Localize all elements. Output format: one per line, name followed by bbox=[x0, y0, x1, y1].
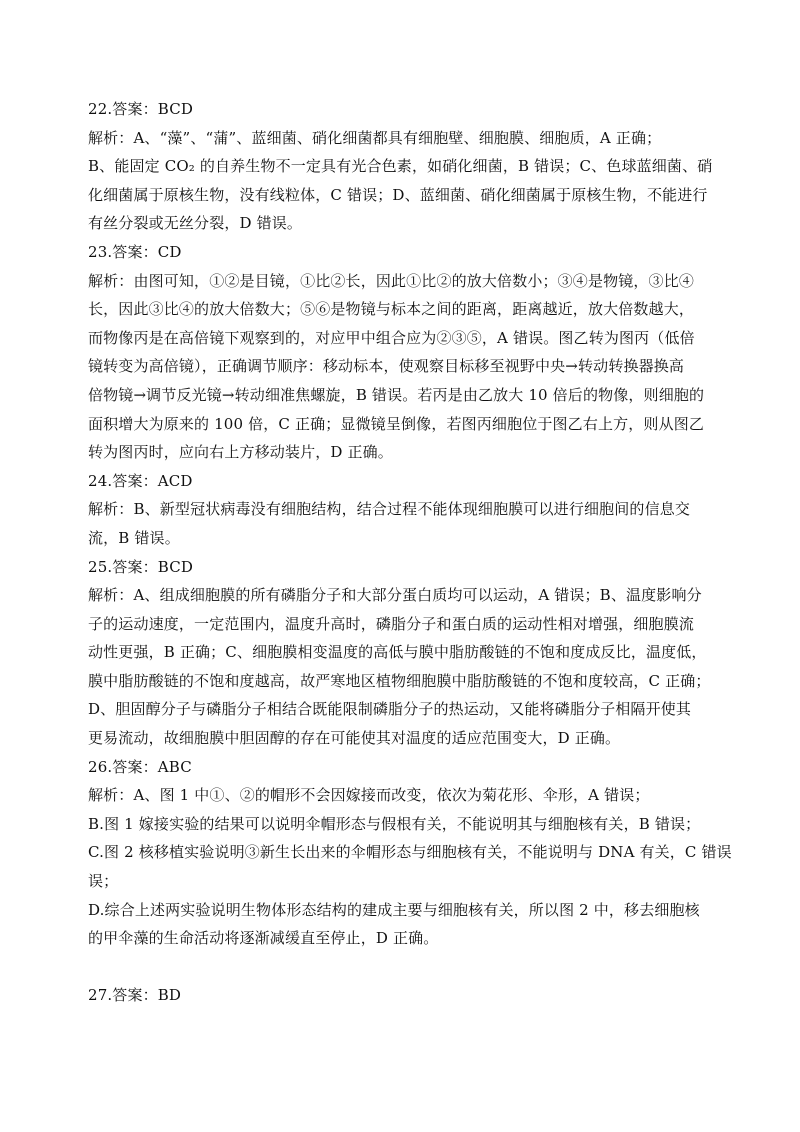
answer-22-line-3: 化细菌属于原核生物，没有线粒体，C 错误；D、蓝细菌、硝化细菌属于原核生物，不能进行 bbox=[88, 185, 708, 204]
answer-25-line-6: 更易流动，故细胞膜中胆固醇的存在可能使其对温度的适应范围变大，D 正确。 bbox=[88, 729, 621, 748]
answer-26-line-6: 的甲伞藻的生命活动将逐渐减缓直至停止，D 正确。 bbox=[88, 929, 439, 948]
answer-23-line-4: 镜转变为高倍镜），正确调节顺序：移动标本，使观察目标移至视野中央→转动转换器换高 bbox=[88, 357, 685, 376]
answer-23-heading: 23.答案：CD bbox=[88, 242, 182, 261]
answer-25-line-4: 膜中脂肪酸链的不饱和度越高，故严寒地区植物细胞膜中脂肪酸链的不饱和度较高，C 正确； bbox=[88, 671, 711, 690]
answer-24-heading: 24.答案：ACD bbox=[88, 471, 193, 490]
answer-26-line-5: D.综合上述两实验说明生物体形态结构的建成主要与细胞核有关，所以图 2 中，移去细胞核 bbox=[88, 900, 700, 919]
answer-22-heading: 22.答案：BCD bbox=[88, 100, 194, 118]
answer-22-line-4: 有丝分裂或无丝分裂，D 错误。 bbox=[88, 214, 303, 233]
answer-25-line-5: D、胆固醇分子与磷脂分子相结合既能限制磷脂分子的热运动，又能将磷脂分子相隔开使其 bbox=[88, 700, 692, 719]
answer-26-line-4: 误； bbox=[88, 872, 119, 891]
answer-25 bbox=[88, 553, 728, 753]
answer-24-line-1: 解析：B、新型冠状病毒没有细胞结构，结合过程不能体现细胞膜可以进行细胞间的信息交 bbox=[88, 500, 691, 519]
answer-22 bbox=[88, 95, 728, 238]
answer-23-line-3: 而物像丙是在高倍镜下观察到的，对应甲中组合应为②③⑤，A 错误。图乙转为图丙（低倍 bbox=[88, 328, 695, 347]
answer-25-heading: 25.答案：BCD bbox=[88, 557, 194, 576]
answer-26-heading: 26.答案：ABC bbox=[88, 757, 192, 776]
answer-23-line-1: 解析：由图可知，①②是目镜，①比②长，因此①比②的放大倍数小；③④是物镜，③比④ bbox=[88, 271, 695, 290]
answer-23-line-2: 长，因此③比④的放大倍数大；⑤⑥是物镜与标本之间的距离，距离越近，放大倍数越大， bbox=[88, 300, 695, 319]
answer-24-line-2: 流，B 错误。 bbox=[88, 528, 180, 547]
answer-22-line-1: 解析：A、“藻”、“蒲”、蓝细菌、硝化细菌都具有细胞壁、细胞膜、细胞质，A 正确； bbox=[88, 128, 662, 147]
answer-25-line-2: 子的运动速度，一定范围内，温度升高时，磷脂分子和蛋白质的运动性相对增强，细胞膜流 bbox=[88, 614, 695, 633]
answer-26-line-2: B.图 1 嫁接实验的结果可以说明伞帽形态与假根有关，不能说明其与细胞核有关，B 错误； bbox=[88, 814, 701, 833]
answer-26 bbox=[88, 753, 732, 953]
answer-24 bbox=[88, 467, 728, 553]
answer-23-line-5: 倍物镜→调节反光镜→转动细准焦螺旋，B 错误。若丙是由乙放大 10 倍后的物像，则细胞的 bbox=[88, 385, 705, 404]
answer-23-line-6: 面积增大为原来的 100 倍，C 正确；显微镜呈倒像，若图丙细胞位于图乙右上方，则从图乙 bbox=[88, 414, 705, 433]
answer-25-line-3: 动性更强，B 正确；C、细胞膜相变温度的高低与膜中脂肪酸链的不饱和度成反比，温度低， bbox=[88, 643, 707, 662]
answer-26-line-1: 解析：A、图 1 中①、②的帽形不会因嫁接而改变，依次为菊花形、伞形，A 错误； bbox=[88, 786, 650, 805]
answer-27-heading: 27.答案：BD bbox=[88, 985, 182, 1004]
answer-23 bbox=[88, 238, 728, 467]
document-page bbox=[88, 95, 732, 1009]
answer-23-line-7: 转为图丙时，应向右上方移动装片，D 正确。 bbox=[88, 443, 393, 462]
answer-22-line-2: B、能固定 CO₂ 的自养生物不一定具有光合色素，如硝化细菌，B 错误；C、色球蓝细菌、硝 bbox=[88, 157, 713, 176]
answer-25-line-1: 解析：A、组成细胞膜的所有磷脂分子和大部分蛋白质均可以运动，A 错误；B、温度影响分 bbox=[88, 586, 702, 605]
answer-27 bbox=[88, 981, 728, 1010]
answer-26-line-3: C.图 2 核移植实验说明③新生长出来的伞帽形态与细胞核有关，不能说明与 DNA 有关，C 错误 bbox=[88, 843, 732, 862]
section-gap bbox=[88, 953, 728, 981]
